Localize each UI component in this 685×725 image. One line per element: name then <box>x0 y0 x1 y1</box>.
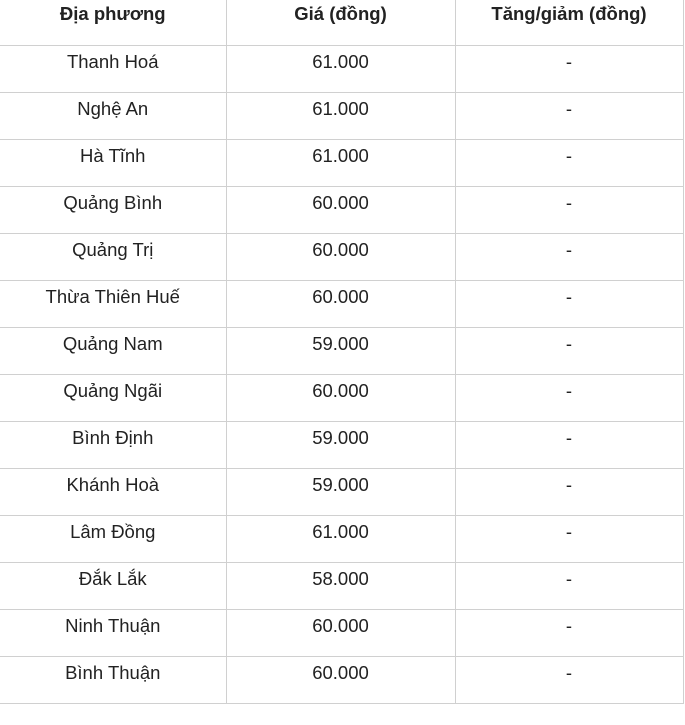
table-row <box>0 45 683 92</box>
location-cell: Quảng Ngãi <box>0 374 226 421</box>
change-cell: - <box>455 374 683 421</box>
price-cell: 61.000 <box>226 92 455 139</box>
table-row <box>0 327 683 374</box>
price-cell: 60.000 <box>226 656 455 703</box>
table-body <box>0 45 683 703</box>
table-row <box>0 515 683 562</box>
change-cell: - <box>455 468 683 515</box>
change-cell: - <box>455 421 683 468</box>
column-header-price: Giá (đồng) <box>226 0 455 45</box>
location-cell: Quảng Bình <box>0 186 226 233</box>
location-cell: Nghệ An <box>0 92 226 139</box>
table-row <box>0 562 683 609</box>
change-cell: - <box>455 280 683 327</box>
table-row <box>0 468 683 515</box>
change-cell: - <box>455 186 683 233</box>
price-cell: 60.000 <box>226 233 455 280</box>
change-cell: - <box>455 327 683 374</box>
location-cell: Bình Định <box>0 421 226 468</box>
location-cell: Thanh Hoá <box>0 45 226 92</box>
price-cell: 61.000 <box>226 139 455 186</box>
location-cell: Thừa Thiên Huế <box>0 280 226 327</box>
table-row <box>0 233 683 280</box>
price-cell: 61.000 <box>226 515 455 562</box>
location-cell: Quảng Nam <box>0 327 226 374</box>
price-cell: 60.000 <box>226 280 455 327</box>
location-cell: Quảng Trị <box>0 233 226 280</box>
table-row <box>0 609 683 656</box>
change-cell: - <box>455 233 683 280</box>
price-cell: 59.000 <box>226 468 455 515</box>
location-cell: Hà Tĩnh <box>0 139 226 186</box>
location-cell: Khánh Hoà <box>0 468 226 515</box>
price-cell: 61.000 <box>226 45 455 92</box>
change-cell: - <box>455 139 683 186</box>
table-row <box>0 186 683 233</box>
price-cell: 59.000 <box>226 421 455 468</box>
price-cell: 60.000 <box>226 186 455 233</box>
change-cell: - <box>455 562 683 609</box>
change-cell: - <box>455 45 683 92</box>
change-cell: - <box>455 656 683 703</box>
table-row <box>0 656 683 703</box>
column-header-change: Tăng/giảm (đồng) <box>455 0 683 45</box>
change-cell: - <box>455 92 683 139</box>
price-cell: 60.000 <box>226 609 455 656</box>
location-cell: Bình Thuận <box>0 656 226 703</box>
price-cell: 60.000 <box>226 374 455 421</box>
table-row <box>0 374 683 421</box>
table-row <box>0 139 683 186</box>
table-row <box>0 280 683 327</box>
price-cell: 58.000 <box>226 562 455 609</box>
column-header-location: Địa phương <box>0 0 226 45</box>
table-header <box>0 0 683 45</box>
location-cell: Đắk Lắk <box>0 562 226 609</box>
price-cell: 59.000 <box>226 327 455 374</box>
change-cell: - <box>455 609 683 656</box>
location-cell: Ninh Thuận <box>0 609 226 656</box>
table-row <box>0 92 683 139</box>
header-row <box>0 0 683 45</box>
table-row <box>0 421 683 468</box>
change-cell: - <box>455 515 683 562</box>
location-cell: Lâm Đồng <box>0 515 226 562</box>
